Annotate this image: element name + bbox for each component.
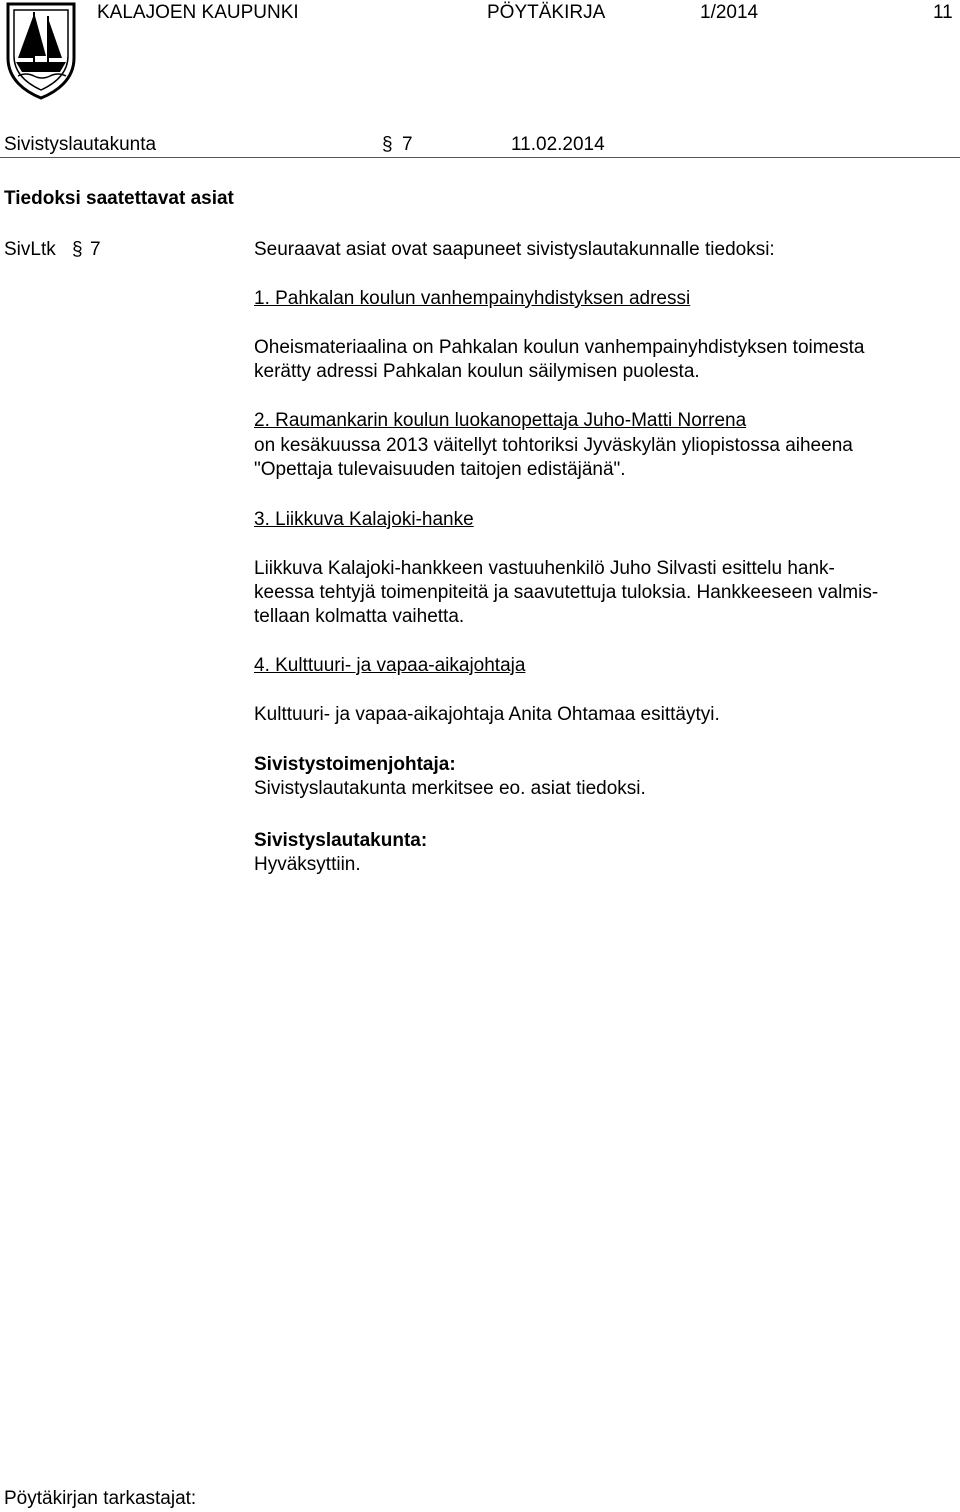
item-heading: 4. Kulttuuri- ja vapaa-aikajohtaja bbox=[254, 655, 526, 676]
proposal-label: Sivistystoimenjohtaja: bbox=[254, 754, 456, 775]
meeting-date: 11.02.2014 bbox=[511, 134, 605, 155]
document-type: PÖYTÄKIRJA bbox=[487, 2, 606, 23]
board-name: Sivistyslautakunta bbox=[4, 134, 157, 155]
item-heading: 1. Pahkalan koulun vanhempainyhdistyksen adressi bbox=[254, 288, 691, 309]
decision-label: Sivistyslautakunta: bbox=[254, 830, 428, 851]
item-text: Kulttuuri- ja vapaa-aikajohtaja Anita Ohtamaa esittäytyi. bbox=[254, 704, 720, 725]
reference-number: 7 bbox=[90, 239, 101, 260]
item-text: keessa tehtyjä toimenpiteitä ja saavutettuja tuloksia. Hankkeeseen valmis- bbox=[254, 582, 879, 603]
reference-code: SivLtk bbox=[4, 239, 56, 260]
municipality-name: KALAJOEN KAUPUNKI bbox=[97, 2, 299, 23]
item-text: on kesäkuussa 2013 väitellyt tohtoriksi Jyväskylän yliopistossa aiheena bbox=[254, 435, 853, 456]
item-text: kerätty adressi Pahkalan koulun säilymisen puolesta. bbox=[254, 361, 700, 382]
item-text: tellaan kolmatta vaihetta. bbox=[254, 606, 465, 627]
proposal-text: Sivistyslautakunta merkitsee eo. asiat tiedoksi. bbox=[254, 778, 646, 799]
item-heading: 3. Liikkuva Kalajoki-hanke bbox=[254, 509, 474, 530]
item-text: "Opettaja tulevaisuuden taitojen edistäjänä". bbox=[254, 459, 626, 480]
coat-of-arms-ship-icon bbox=[4, 0, 78, 100]
item-heading: 2. Raumankarin koulun luokanopettaja Juho-Matti Norrena bbox=[254, 410, 747, 431]
page-number: 11 bbox=[933, 2, 953, 23]
section-number: 7 bbox=[402, 134, 413, 155]
reference-symbol: § bbox=[72, 239, 83, 260]
item-text: Liikkuva Kalajoki-hankkeen vastuuhenkilö Juho Silvasti esittelu hank- bbox=[254, 558, 835, 579]
header-divider bbox=[0, 157, 960, 158]
intro-text: Seuraavat asiat ovat saapuneet sivistyslautakunnalle tiedoksi: bbox=[254, 239, 775, 260]
reviewers-label: Pöytäkirjan tarkastajat: bbox=[4, 1488, 197, 1509]
item-text: Oheismateriaalina on Pahkalan koulun vanhempainyhdistyksen toimesta bbox=[254, 337, 865, 358]
section-symbol: § bbox=[382, 134, 393, 155]
decision-text: Hyväksyttiin. bbox=[254, 854, 361, 875]
subject-title: Tiedoksi saatettavat asiat bbox=[4, 188, 234, 209]
document-number: 1/2014 bbox=[700, 2, 759, 23]
